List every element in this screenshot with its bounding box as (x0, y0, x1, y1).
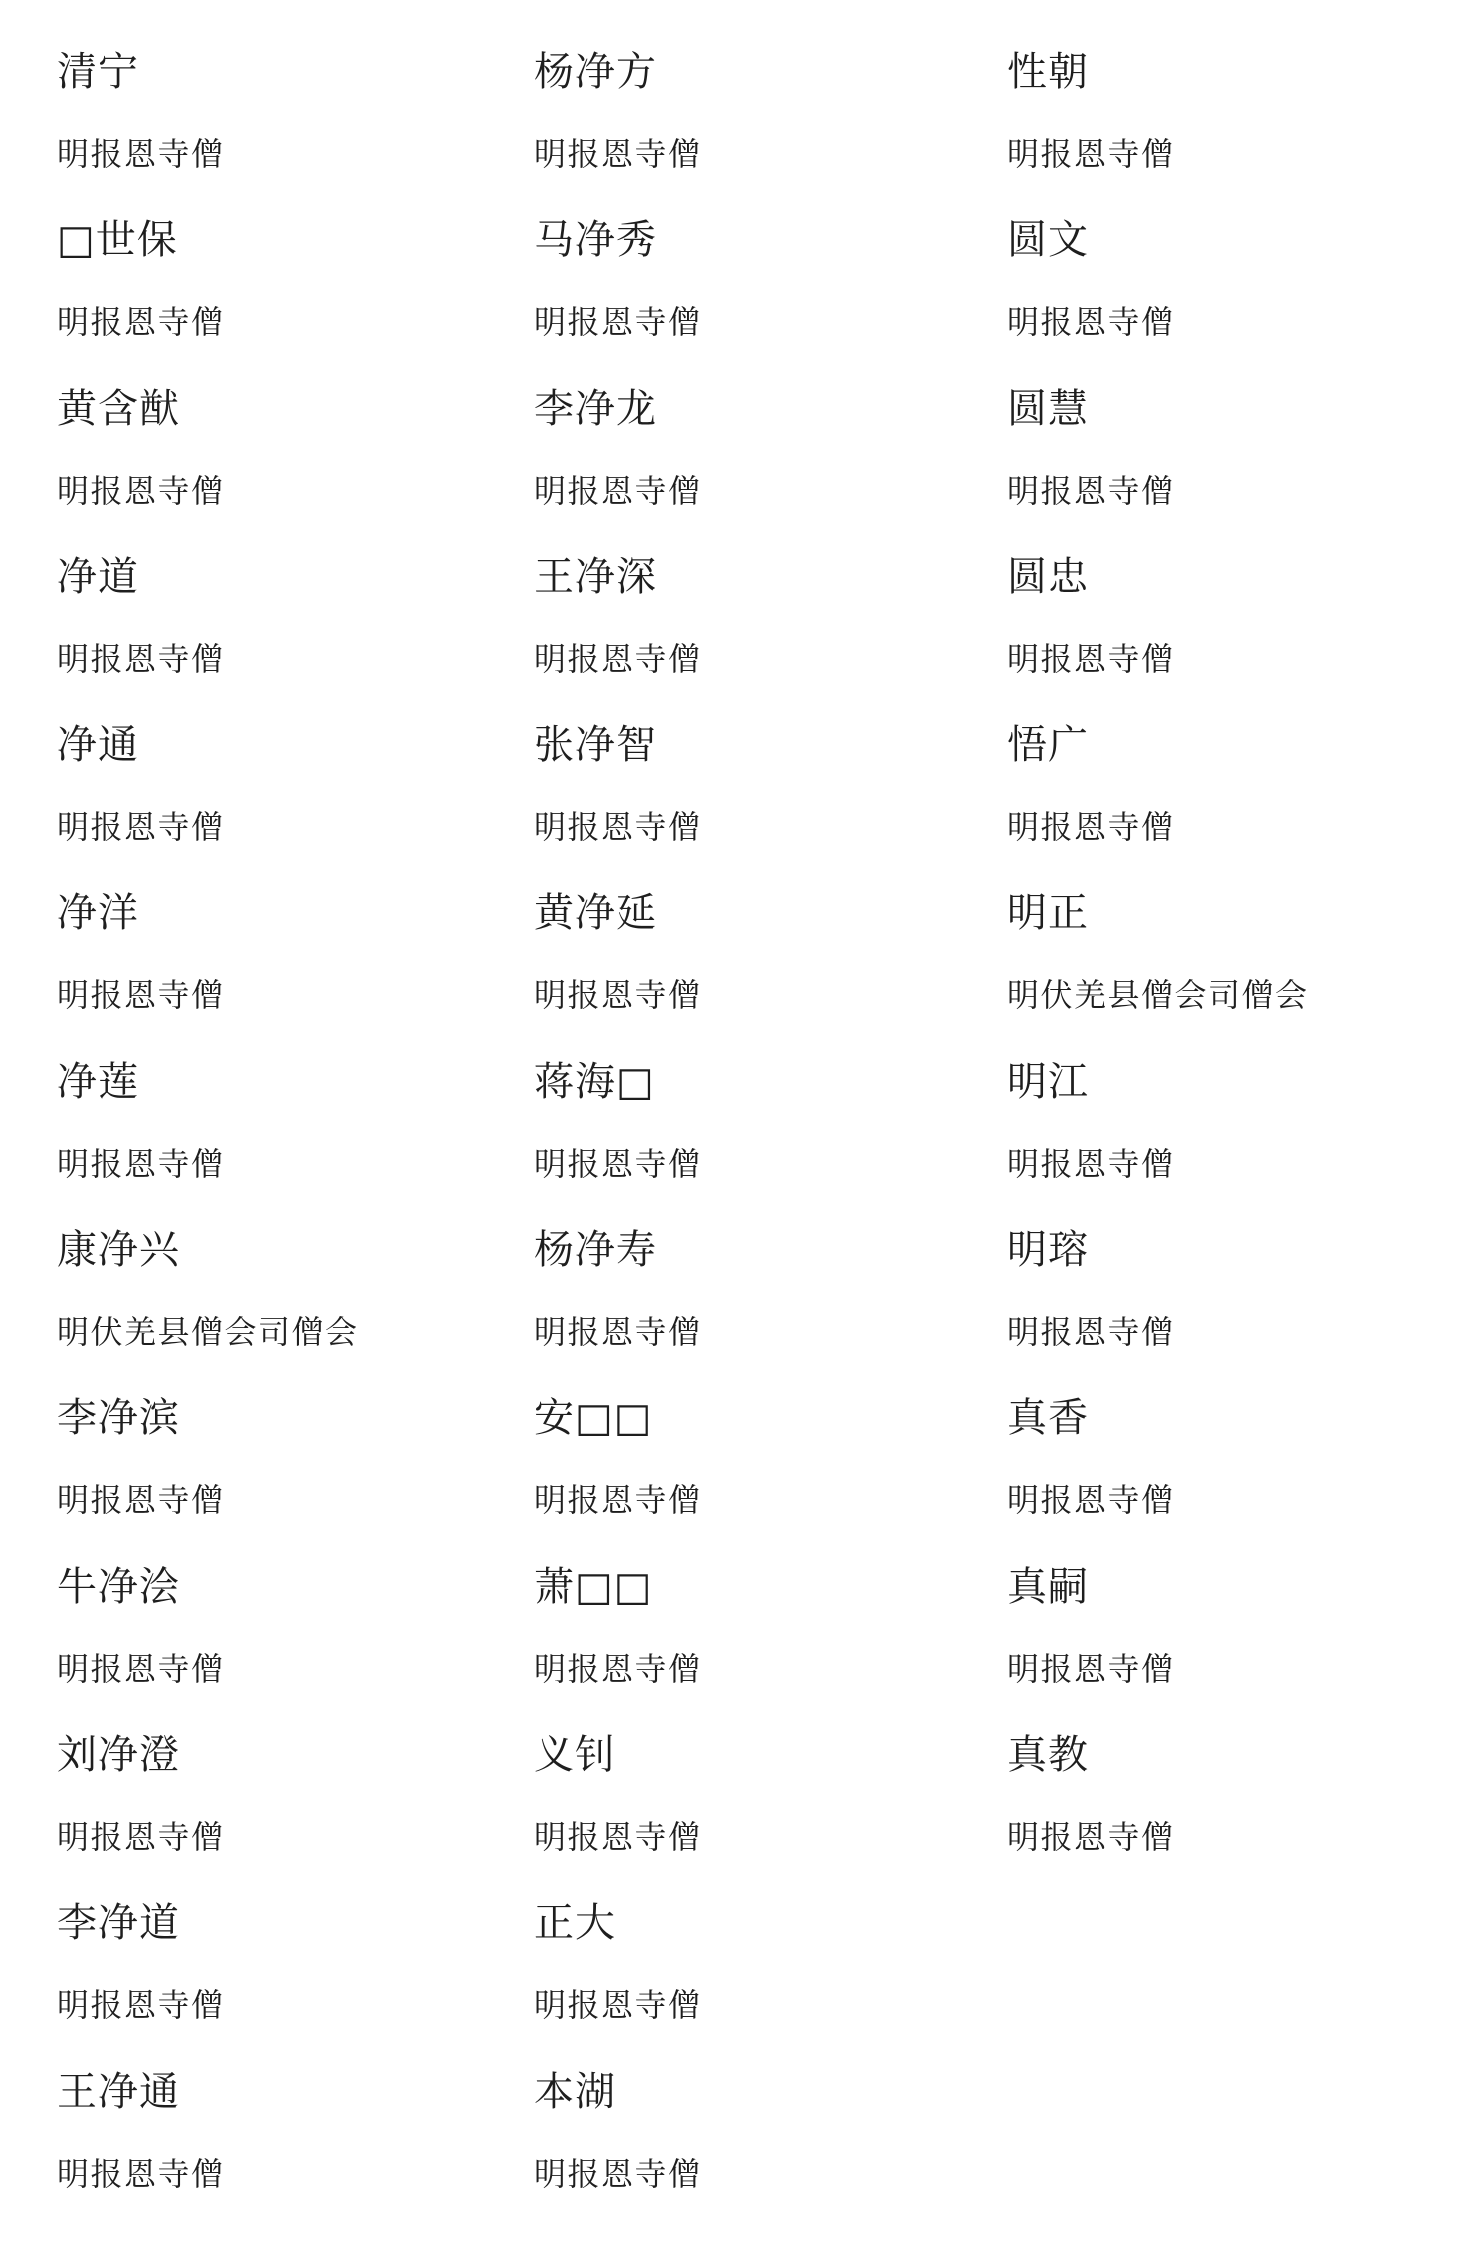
person-title: 明报恩寺僧 (534, 135, 702, 173)
list-item (534, 385, 974, 557)
person-name: 清宁 (57, 49, 139, 95)
list-item (57, 1058, 497, 1230)
person-name: 真香 (1007, 1395, 1089, 1442)
list-item (534, 1227, 974, 1398)
list-item (1007, 722, 1447, 893)
list-item (534, 890, 974, 1061)
list-item (1007, 1731, 1447, 1903)
list-item (1007, 1395, 1447, 1566)
person-name: 王净通 (57, 2068, 180, 2115)
list-item (57, 385, 497, 557)
person-title: 明报恩寺僧 (534, 1817, 702, 1856)
list-item (57, 2068, 497, 2240)
person-title: 明报恩寺僧 (1007, 1481, 1175, 1520)
person-name: 李净道 (57, 1900, 180, 1947)
person-name: 马净秀 (534, 217, 657, 264)
list-item (57, 49, 497, 220)
list-item (1007, 553, 1447, 725)
person-name: 杨净寿 (534, 1227, 657, 1274)
person-title: 明报恩寺僧 (57, 303, 225, 342)
person-name: 明江 (1007, 1058, 1089, 1105)
person-title: 明报恩寺僧 (534, 1144, 702, 1183)
person-name: 刘净澄 (57, 1731, 180, 1778)
person-name: 圆文 (1007, 217, 1089, 264)
person-title: 明报恩寺僧 (534, 1313, 702, 1352)
person-name: 李净龙 (534, 385, 657, 432)
person-name: 真嗣 (1007, 1563, 1089, 1610)
person-name: 正大 (534, 1900, 616, 1947)
person-name: 李净滨 (57, 1395, 180, 1442)
column-1 (57, 49, 497, 2240)
person-name: 净莲 (57, 1058, 139, 1105)
list-item (534, 1395, 974, 1566)
person-title: 明报恩寺僧 (534, 1986, 702, 2025)
person-title: 明报恩寺僧 (57, 1481, 225, 1520)
column-3 (1007, 49, 1447, 1903)
person-title: 明报恩寺僧 (57, 471, 225, 510)
list-item (1007, 890, 1447, 1061)
person-name: 圆忠 (1007, 553, 1089, 600)
list-item (57, 553, 497, 725)
person-title: 明报恩寺僧 (1007, 471, 1175, 510)
person-title: 明报恩寺僧 (534, 808, 702, 847)
person-title: 明报恩寺僧 (57, 1144, 225, 1183)
list-item (1007, 1227, 1447, 1398)
person-name: 净道 (57, 553, 139, 600)
list-item (57, 890, 497, 1061)
person-name: 萧□□ (534, 1563, 653, 1610)
column-2 (534, 49, 974, 2240)
list-item (57, 1395, 497, 1566)
person-title: 明报恩寺僧 (57, 2154, 225, 2193)
person-title: 明报恩寺僧 (1007, 808, 1175, 847)
person-name: 明瑢 (1007, 1227, 1089, 1274)
list-item (534, 1058, 974, 1230)
list-item (534, 217, 974, 388)
person-name: 净通 (57, 722, 139, 769)
person-name: 明正 (1007, 890, 1089, 937)
person-name: 康净兴 (57, 1227, 180, 1274)
person-title: 明报恩寺僧 (57, 639, 225, 678)
list-item (534, 2068, 974, 2240)
person-title: 明报恩寺僧 (57, 808, 225, 847)
person-title: 明报恩寺僧 (1007, 1313, 1175, 1352)
person-title: 明伏羌县僧会司僧会 (57, 1313, 359, 1352)
person-title: 明报恩寺僧 (1007, 639, 1175, 678)
person-name: 杨净方 (534, 49, 657, 95)
person-title: 明报恩寺僧 (57, 135, 225, 173)
person-title: 明报恩寺僧 (534, 303, 702, 342)
list-item (534, 553, 974, 725)
person-title: 明报恩寺僧 (57, 1649, 225, 1688)
person-title: 明报恩寺僧 (534, 639, 702, 678)
person-name: 性朝 (1007, 49, 1089, 95)
list-item (1007, 385, 1447, 557)
person-title: 明报恩寺僧 (534, 471, 702, 510)
person-title: 明报恩寺僧 (57, 1986, 225, 2025)
person-name: 黄含猷 (57, 385, 180, 432)
person-title: 明报恩寺僧 (534, 2154, 702, 2193)
person-title: 明报恩寺僧 (534, 976, 702, 1015)
person-title: 明报恩寺僧 (1007, 1649, 1175, 1688)
list-item (57, 722, 497, 893)
list-item (534, 1563, 974, 1735)
person-name: 净洋 (57, 890, 139, 937)
list-item (1007, 49, 1447, 220)
list-item (534, 722, 974, 893)
list-item (1007, 1563, 1447, 1735)
person-name: □世保 (57, 217, 178, 264)
person-name: 王净深 (534, 553, 657, 600)
person-title: 明报恩寺僧 (534, 1481, 702, 1520)
person-title: 明报恩寺僧 (1007, 135, 1175, 173)
person-name: 黄净延 (534, 890, 657, 937)
person-name: 牛净浍 (57, 1563, 180, 1610)
list-item (534, 49, 974, 220)
list-item (57, 1563, 497, 1735)
person-name: 圆慧 (1007, 385, 1089, 432)
person-title: 明报恩寺僧 (534, 1649, 702, 1688)
person-name: 悟广 (1007, 722, 1089, 769)
person-title: 明伏羌县僧会司僧会 (1007, 976, 1309, 1015)
list-item (534, 1900, 974, 2071)
person-title: 明报恩寺僧 (57, 976, 225, 1015)
list-item (1007, 217, 1447, 388)
person-title: 明报恩寺僧 (1007, 303, 1175, 342)
list-item (1007, 1058, 1447, 1230)
person-title: 明报恩寺僧 (57, 1817, 225, 1856)
list-item (534, 1731, 974, 1903)
person-name: 安□□ (534, 1395, 653, 1442)
person-title: 明报恩寺僧 (1007, 1144, 1175, 1183)
person-name: 蒋海□ (534, 1058, 655, 1105)
person-title: 明报恩寺僧 (1007, 1817, 1175, 1856)
list-item (57, 1731, 497, 1903)
person-name: 真教 (1007, 1731, 1089, 1778)
list-item (57, 1227, 497, 1398)
person-name: 义钊 (534, 1731, 616, 1778)
person-name: 本湖 (534, 2068, 616, 2115)
list-item (57, 1900, 497, 2071)
person-name: 张净智 (534, 722, 657, 769)
list-item (57, 217, 497, 388)
